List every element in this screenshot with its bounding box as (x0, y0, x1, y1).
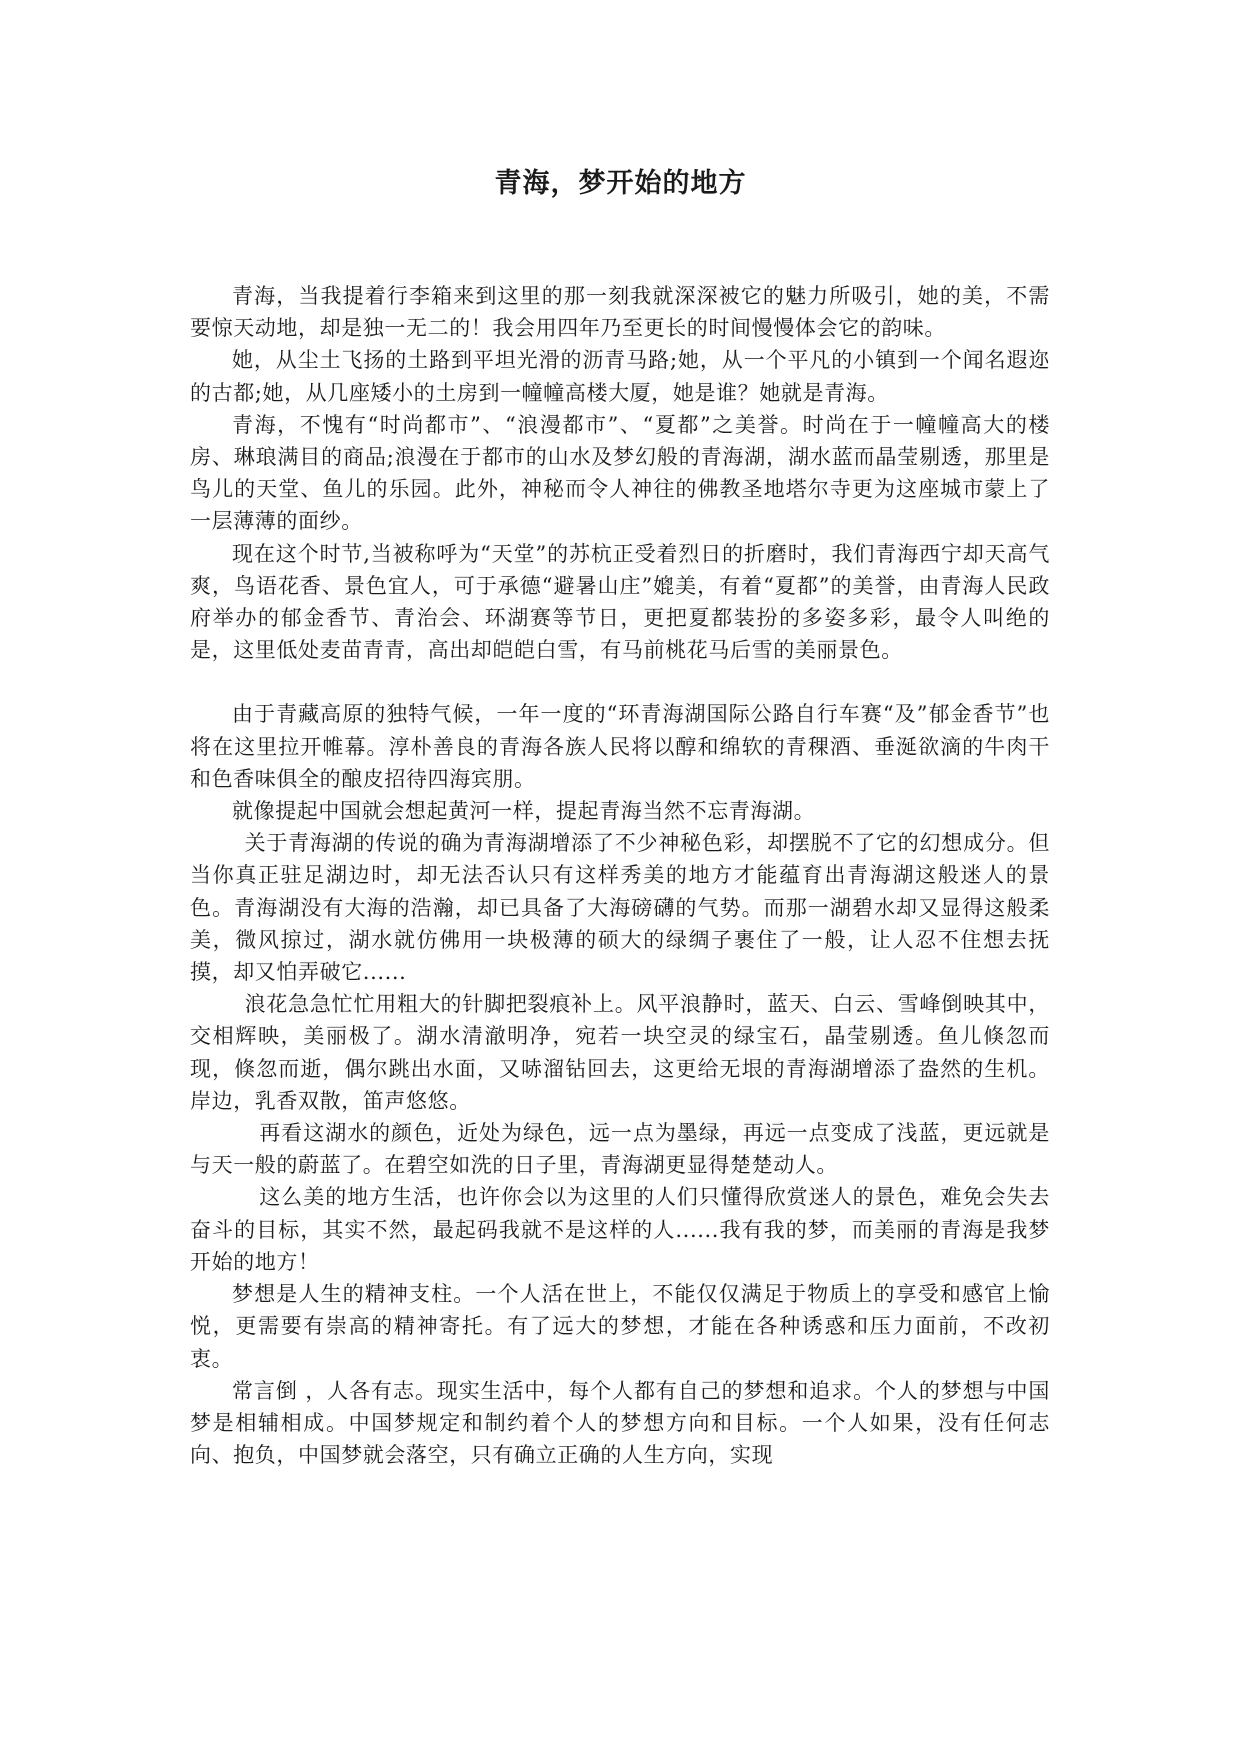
paragraph: 由于青藏高原的独特气候，一年一度的“环青海湖国际公路自行车赛“及”郁金香节”也将在这里拉开帷幕。淳朴善良的青海各族人民将以醇和绵软的青稞酒、垂涎欲滴的牛肉干和色香味俱全的酿皮招待四海宾朋。 (190, 702, 1050, 791)
paragraph: 关于青海湖的传说的确为青海湖增添了不少神秘色彩，却摆脱不了它的幻想成分。但当你真正驻足湖边时，却无法否认只有这样秀美的地方才能蕴育出青海湖这般迷人的景色。青海湖没有大海的浩瀚，却已具备了大海磅礴的气势。而那一湖碧水却又显得这般柔美，微风掠过，湖水就仿佛用一块极薄的硕大的绿绸子裹住了一般，让人忍不住想去抚摸，却又怕弄破它...... (190, 831, 1050, 985)
paragraph: 再看这湖水的颜色，近处为绿色，远一点为墨绿，再远一点变成了浅蓝，更远就是与天一般的蔚蓝了。在碧空如洗的日子里，青海湖更显得楚楚动人。 (190, 1121, 1050, 1178)
paragraph: 她，从尘土飞扬的土路到平坦光滑的沥青马路;她，从一个平凡的小镇到一个闻名遐迩的古都;她，从几座矮小的土房到一幢幢高楼大厦，她是谁？她就是青海。 (190, 348, 1050, 405)
document-body (190, 280, 1050, 1471)
paragraph: 就像提起中国就会想起黄河一样，提起青海当然不忘青海湖。 (232, 799, 816, 824)
paragraph: 青海，当我提着行李箱来到这里的那一刻我就深深被它的魅力所吸引，她的美，不需要惊天动地，却是独一无二的！我会用四年乃至更长的时间慢慢体会它的韵味。 (190, 284, 1050, 341)
paragraph: 浪花急急忙忙用粗大的针脚把裂痕补上。风平浪静时，蓝天、白云、雪峰倒映其中，交相辉映，美丽极了。湖水清澈明净，宛若一块空灵的绿宝石，晶莹剔透。鱼儿倏忽而现，倏忽而逝，偶尔跳出水面，又哧溜钻回去，这更给无垠的青海湖增添了盎然的生机。岸边，乳香双散，笛声悠悠。 (190, 992, 1050, 1113)
paragraph: 这么美的地方生活，也许你会以为这里的人们只懂得欣赏迷人的景色，难免会失去奋斗的目标，其实不然，最起码我就不是这样的人......我有我的梦，而美丽的青海是我梦开始的地方！ (190, 1185, 1050, 1274)
paragraph: 现在这个时节,当被称呼为“天堂”的苏杭正受着烈日的折磨时，我们青海西宁却天高气爽，鸟语花香、景色宜人，可于承德“避暑山庄”媲美，有着“夏都”的美誉，由青海人民政府举办的郁金香节、青治会、环湖赛等节日，更把夏都装扮的多姿多彩，最令人叫绝的是，这里低处麦苗青青，高出却皑皑白雪，有马前桃花马后雪的美丽景色。 (190, 541, 1050, 663)
page-title: 青海，梦开始的地方 (494, 168, 747, 199)
paragraph: 常言倒 ，人各有志。现实生活中，每个人都有自己的梦想和追求。个人的梦想与中国梦是相辅相成。中国梦规定和制约着个人的梦想方向和目标。一个人如果，没有任何志向、抱负，中国梦就会落空，只有确立正确的人生方向，实现 (190, 1378, 1050, 1468)
paragraph: 青海，不愧有“时尚都市”、“浪漫都市”、“夏都”之美誉。时尚在于一幢幢高大的楼房、琳琅满目的商品;浪漫在于都市的山水及梦幻般的青海湖，湖水蓝而晶莹剔透，那里是鸟儿的天堂、鱼儿的乐园。此外，神秘而令人神往的佛教圣地塔尔寺更为这座城市蒙上了一层薄薄的面纱。 (190, 412, 1050, 534)
paragraph: 梦想是人生的精神支柱。一个人活在世上，不能仅仅满足于物质上的享受和感官上愉悦，更需要有崇高的精神寄托。有了远大的梦想，才能在各种诱惑和压力面前，不改初衷。 (190, 1282, 1050, 1371)
